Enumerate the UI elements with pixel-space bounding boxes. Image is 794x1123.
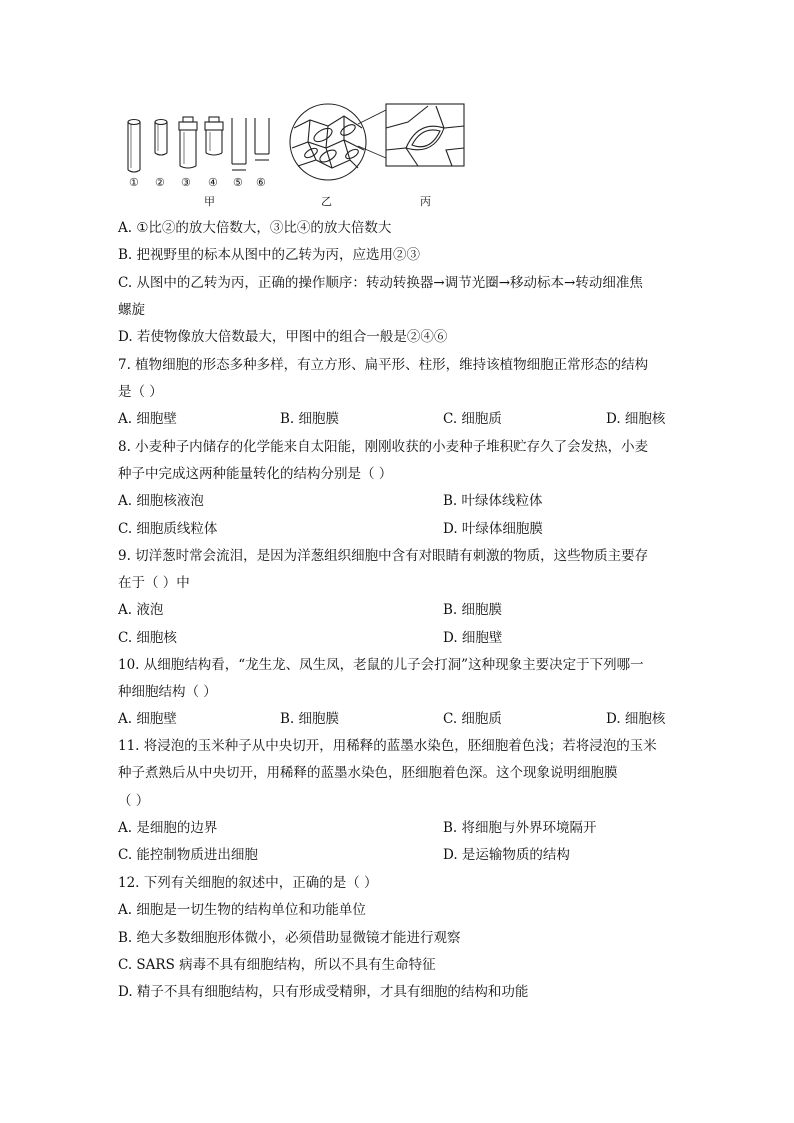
q7-option-a: A. 细胞壁 — [118, 411, 177, 427]
label-jia: 甲 — [204, 195, 215, 208]
q12-stem: 12. 下列有关细胞的叙述中，正确的是（ ） — [118, 875, 378, 891]
q11-option-c: C. 能控制物质进出细胞 — [118, 847, 258, 863]
label-3: ③ — [181, 176, 191, 189]
q9-option-b: B. 细胞膜 — [443, 602, 503, 618]
distance-5-icon — [232, 118, 246, 170]
q6-option-d: D. 若使物像放大倍数最大，甲图中的组合一般是②④⑥ — [118, 329, 448, 345]
q6-option-c-cont: 螺旋 — [118, 302, 145, 318]
q9-stem-cont: 在于（ ）中 — [118, 575, 190, 591]
q10-option-d: D. 细胞核 — [606, 711, 666, 727]
label-5: ⑤ — [233, 176, 243, 189]
lens-2-icon — [155, 120, 167, 156]
label-2: ② — [155, 176, 165, 189]
q10-option-b: B. 细胞膜 — [280, 711, 340, 727]
q12-option-c: C. SARS 病毒不具有细胞结构，所以不具有生命特征 — [118, 957, 436, 973]
q7-stem-cont: 是（ ） — [118, 384, 163, 400]
q6-option-c: C. 从图中的乙转为丙，正确的操作顺序：转动转换器→调节光圈→移动标本→转动细准焦 — [118, 275, 643, 291]
lens-3-icon — [179, 117, 197, 168]
q8-option-b: B. 叶绿体线粒体 — [443, 493, 543, 509]
q8-option-d: D. 叶绿体细胞膜 — [443, 521, 543, 537]
label-1: ① — [129, 176, 139, 189]
microscope-figure — [118, 98, 478, 210]
label-yi: 乙 — [321, 195, 332, 208]
q9-stem: 9. 切洋葱时常会流泪，是因为洋葱组织细胞中含有对眼睛有刺激的物质，这些物质主要存 — [118, 548, 649, 564]
q10-option-a: A. 细胞壁 — [118, 711, 177, 727]
q8-stem-cont: 种子中完成这两种能量转化的结构分别是（ ） — [118, 466, 393, 482]
lens-4-icon — [205, 117, 223, 155]
q8-stem: 8. 小麦种子内储存的化学能来自太阳能，刚刚收获的小麦种子堆积贮存久了会发热，小麦 — [118, 439, 649, 455]
q9-option-c: C. 细胞核 — [118, 630, 177, 646]
q8-option-a: A. 细胞核液泡 — [118, 493, 204, 509]
q7-option-c: C. 细胞质 — [443, 411, 502, 427]
q10-stem: 10. 从细胞结构看，“龙生龙、凤生凤，老鼠的儿子会打洞”这种现象主要决定于下列哪一 — [118, 657, 644, 673]
label-bing: 丙 — [420, 195, 431, 208]
q11-stem-cont2: （ ） — [118, 793, 150, 809]
magnified-view-bing — [386, 104, 464, 166]
label-6: ⑥ — [256, 176, 266, 189]
q11-stem-cont: 种子煮熟后从中央切开，用稀释的蓝墨水染色，胚细胞着色深。这个现象说明细胞膜 — [118, 765, 618, 781]
q7-stem: 7. 植物细胞的形态多种多样，有立方形、扁平形、柱形，维持该植物细胞正常形态的结构 — [118, 357, 649, 373]
q12-option-b: B. 绝大多数细胞形体微小，必须借助显微镜才能进行观察 — [118, 930, 461, 946]
q7-option-b: B. 细胞膜 — [280, 411, 340, 427]
q11-option-b: B. 将细胞与外界环境隔开 — [443, 820, 597, 836]
q10-option-c: C. 细胞质 — [443, 711, 502, 727]
lens-1-icon — [128, 120, 140, 173]
q10-stem-cont: 种细胞结构（ ） — [118, 684, 217, 700]
q6-option-b: B. 把视野里的标本从图中的乙转为丙，应选用②③ — [118, 247, 421, 263]
q11-option-a: A. 是细胞的边界 — [118, 820, 218, 836]
label-4: ④ — [208, 176, 218, 189]
q6-option-a: A. ①比②的放大倍数大，③比④的放大倍数大 — [118, 220, 392, 236]
q7-option-d: D. 细胞核 — [606, 411, 666, 427]
q8-option-c: C. 细胞质线粒体 — [118, 521, 218, 537]
q11-option-d: D. 是运输物质的结构 — [443, 847, 570, 863]
distance-6-icon — [255, 118, 269, 160]
q12-option-a: A. 细胞是一切生物的结构单位和功能单位 — [118, 902, 366, 918]
q12-option-d: D. 精子不具有细胞结构，只有形成受精卵，才具有细胞的结构和功能 — [118, 984, 529, 1000]
field-of-view-yi — [290, 104, 386, 180]
q11-stem: 11. 将浸泡的玉米种子从中央切开，用稀释的蓝墨水染色，胚细胞着色浅；若将浸泡的玉米 — [118, 738, 657, 754]
q9-option-d: D. 细胞壁 — [443, 630, 503, 646]
q9-option-a: A. 液泡 — [118, 602, 164, 618]
